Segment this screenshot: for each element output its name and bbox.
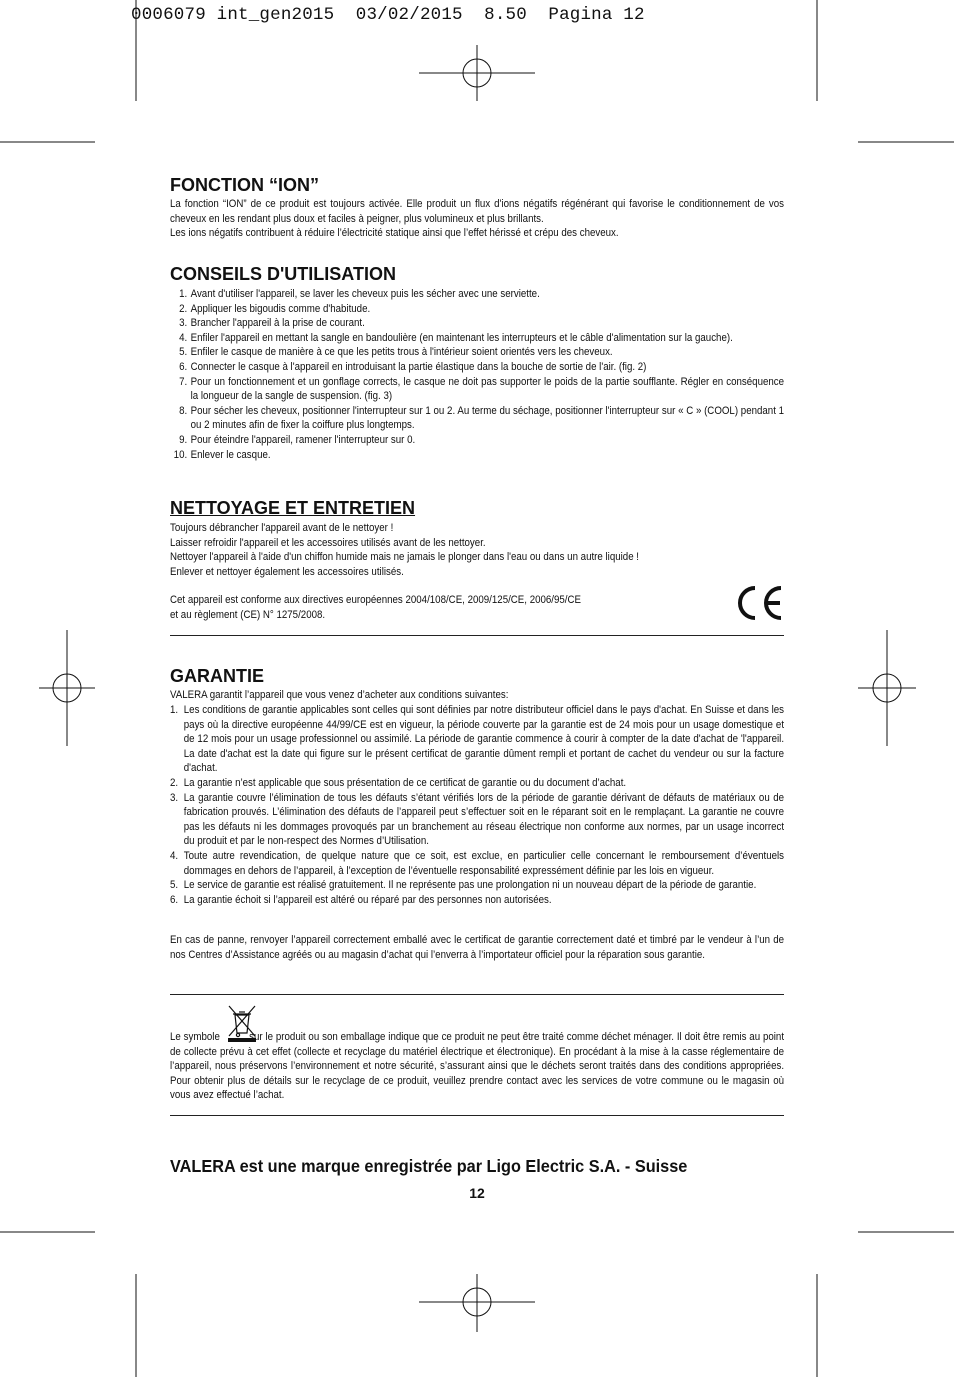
- list-item: 8. Pour sécher les cheveux, positionner l'interrupteur sur 1 ou 2. Au terme du séchage, positionner l'interrupteur sur « C » (COOL) pendant 1 ou 2 minutes afin de fixer la coiffure plus longtemps.: [179, 404, 785, 432]
- list-item: 1. Avant d'utiliser l'appareil, se laver les cheveux puis les sécher avec une serviette.: [179, 288, 540, 300]
- nettoyage-paragraph: [170, 521, 784, 579]
- nettoyage-line: Toujours débrancher l'appareil avant de le nettoyer !: [170, 522, 394, 534]
- list-item: 2. La garantie n’est applicable que sous présentation de ce certificat de garantie ou du document d’achat.: [170, 776, 627, 789]
- nettoyage-line: Nettoyer l'appareil à l'aide d'un chiffon humide mais ne jamais le plonger dans l'eau ou dans un autre liquide !: [170, 551, 640, 564]
- list-item: 3. La garantie couvre l’élimination de tous les défauts s’étant vérifiés lors de la période de garantie dérivant de défauts de matériaux ou de fabrication prouvés. L’élimination des défauts de l’appareil peut s’effectuer soit en le réparant soit en le remplaçant. La garantie ne couvre pas les défauts ni les dommages provoqués par un branchement au réseau électrique non conforme aux normes, par un usage incorrect du produit et par le non-respect des Normes d’Utilisation.: [170, 791, 785, 848]
- list-item: 6. Connecter le casque à l'appareil en introduisant la partie élastique dans la bouche de sortie de l'air. (fig. 2): [179, 360, 647, 373]
- conformity-line-1: Cet appareil est conforme aux directives européennes 2004/108/CE, 2009/125/CE, 2006/95/CE: [170, 594, 582, 606]
- ion-text: La fonction “ION” de ce produit est toujours activée. Elle produit un flux d'ions négatifs régénérant qui favorise le conditionnement de vos cheveux en les rendant plus doux et faciles à peigner, plus volumineux et plus brillants.: [170, 198, 785, 225]
- section-title-nettoyage: NETTOYAGE ET ENTRETIEN: [170, 498, 416, 518]
- list-item: 2. Appliquer les bigoudis comme d'habitude.: [179, 302, 371, 315]
- weee-prefix: Le symbole: [170, 1031, 220, 1043]
- list-item: 1. Les conditions de garantie applicables sont celles qui sont définies par notre distributeur officiel dans le pays d'achat. En Suisse et dans les pays où la directive européenne 44/99/CE est en vigueur, la période couverte par la garantie est de 24 mois pour un usage domestique et de 12 mois pour un usage professionnel ou assimilé. La période de garantie commence à courir à compter de la date d'achat de 'l'appareil. La date d'achat est la date qui figure sur le présent certificat de garantie dûment rempli et portant de cachet du vendeur ou sur la facture d'achat.: [170, 704, 785, 775]
- section-title-garantie: GARANTIE: [170, 666, 264, 686]
- nettoyage-line: Laisser refroidir l'appareil et les accessoires utilisés avant de les nettoyer.: [170, 536, 486, 549]
- list-item: 4. Enfiler l'appareil en mettant la sangle en bandoulière (en maintenant les interrupteurs et le câble d'alimentation sur la gauche).: [179, 331, 733, 344]
- section-title-conseils: CONSEILS D'UTILISATION: [170, 264, 396, 284]
- nettoyage-line: Enlever et nettoyer également les accessoires utilisés.: [170, 565, 404, 578]
- list-item: 5. Le service de garantie est réalisé gratuitement. Il ne représente pas une prolongation ni un nouveau départ de la période de garantie.: [170, 879, 757, 892]
- garantie-outro: En cas de panne, renvoyer l’appareil correctement emballé avec le certificat de garantie correctement daté et timbré par le vendeur à l’un de nos Centres d’Assistance agréés ou au magasin d’achat qui l’enverra à l’importateur officiel pour la réparation sous garantie.: [170, 934, 785, 961]
- conformity-line-2: et au règlement (CE) N° 1275/2008.: [170, 608, 326, 621]
- list-item: 10. Enlever le casque.: [173, 448, 271, 461]
- list-item: 7. Pour un fonctionnement et un gonflage corrects, le casque ne doit pas supporter le poids de la partie soufflante. Régler en conséquence la longueur de la sangle de suspension. (fig. 3): [179, 375, 785, 403]
- list-item: 3. Brancher l'appareil à la prise de courant.: [179, 317, 365, 330]
- garantie-intro: VALERA garantit l’appareil que vous venez d’acheter aux conditions suivantes:: [170, 689, 509, 701]
- divider: [170, 1115, 784, 1116]
- garantie-list: [170, 703, 784, 907]
- conseils-list: [170, 287, 784, 462]
- conformity-statement: [170, 593, 784, 622]
- divider: [170, 994, 784, 995]
- ce-mark-icon: [733, 584, 785, 622]
- list-item: 6. La garantie échoit si l’appareil est altéré ou réparé par des personnes non autorisées.: [170, 893, 552, 906]
- divider: [170, 635, 784, 636]
- section-title-ion: FONCTION “ION”: [170, 175, 319, 195]
- weee-paragraph: [170, 1030, 784, 1103]
- list-item: 4. Toute autre revendication, de quelque nature que ce soit, est exclue, en particulier celle concernant le remboursement d’éventuels dommages en dehors de l’appareil, à l’exception de l’éventuelle responsabilité expressément définie par les lois en vigueur.: [170, 849, 785, 877]
- list-item: 9. Pour éteindre l'appareil, ramener l'interrupteur sur 0.: [179, 433, 416, 446]
- ion-paragraph: [170, 197, 784, 241]
- ion-text-2: Les ions négatifs contribuent à réduire l’électricité statique ainsi que l’effet hérissé et crépu des cheveux.: [170, 227, 619, 240]
- list-item: 5. Enfiler le casque de manière à ce que les petits trous à l'intérieur soient orientés vers les cheveux.: [179, 346, 613, 359]
- brand-statement: VALERA est une marque enregistrée par Ligo Electric S.A. - Suisse: [170, 1156, 688, 1176]
- weee-text: sur le produit ou son emballage indique que ce produit ne peut être traité comme déchet ménager. Il doit être remis au point de collecte prévu à cet effet (collecte et recyclage du matériel électrique et électronique). En procédant à la mise à la casse réglementaire de l’appareil, nous préservons l’environnement et notre sécurité, s’assurant ainsi que le déchets seront traités dans des conditions appropriées. Pour obtenir plus de détails sur le recyclage de ce produit, veuillez prendre contact avec les services de votre commune ou le magasin où vous avez effectué l’achat.: [170, 1031, 785, 1102]
- page-number: 12: [469, 1185, 485, 1201]
- print-slug: 0006079 int_gen2015 03/02/2015 8.50 Pagina 12: [131, 5, 645, 25]
